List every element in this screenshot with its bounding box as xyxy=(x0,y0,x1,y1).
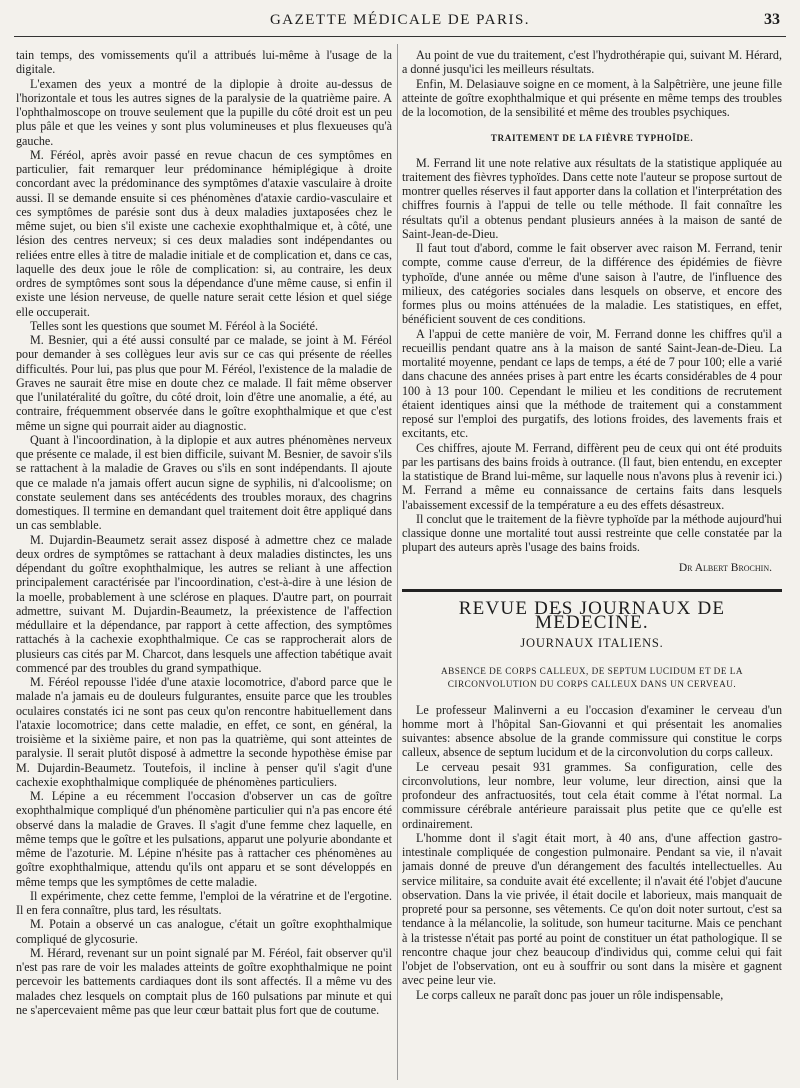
paragraph: A l'appui de cette manière de voir, M. Ferrand donne les chiffres qu'il a recueillis pendant quatre ans à la maison de santé Saint-Jean-de-Dieu. La mortalité moyenne, pendant ce laps de temps, a été de 7 pour 100; elle a varié dans chacune des années prises à part entre les écarts considérables de 4 pour 100 à 13 pour 100. Cependant le milieu et les conditions de recrutement étaient identiques ainsi que la méthode de traitement qui a constamment reposé sur l'emploi des purgatifs, des lotions froides, des lavements frais et excitants, etc. xyxy=(402,326,782,441)
paragraph: L'homme dont il s'agit était mort, à 40 ans, d'une affection gastro-intestinale compliquée de congestion pulmonaire. Pendant sa vie, il n'avait jamais donné de preuve d'un dérangement des facultés intellectuelles. Au service militaire, sa conduite avait été excellente; il n'avait été l'objet d'aucune observation. Dans la vie privée, il était docile et laborieux, mais manquait de propreté pour sa personne, ses vêtements. Ce qu'on doit noter surtout, c'est sa tendance à la mélancolie, la solitude, son humeur taciturne. Mais ce penchant à la tristesse n'était pas porté au point de constituer un état pathologique. Il se rencontre chaque jour chez beaucoup d'individus qui, comme celui qui fait l'objet de l'observation, ont eu à souffrir ou sont dans la misère et gagnent avec peine leur vie. xyxy=(402,830,782,988)
paragraph: Au point de vue du traitement, c'est l'hydrothérapie qui, suivant M. Hérard, a donné jusqu'ici les meilleurs résultats. xyxy=(402,48,782,77)
paragraph: tain temps, des vomissements qu'il a attribués lui-même à l'usage de la digitale. xyxy=(16,48,392,77)
paragraph: Il expérimente, chez cette femme, l'emploi de la vératrine et de l'ergotine. Il en fera connaître, plus tard, les résultats. xyxy=(16,888,392,917)
journal-title: GAZETTE MÉDICALE DE PARIS. xyxy=(269,12,531,28)
paragraph: Il conclut que le traitement de la fièvre typhoïde par la méthode aujourd'hui classique donne une mortalité tout aussi restreinte que celle constatée par la plupart des auteurs après l'usage des bains froids. xyxy=(402,511,782,555)
paragraph: Le professeur Malinverni a eu l'occasion d'examiner le cerveau d'un homme mort à l'hôpital San-Giovanni et qui présentait les anomalies suivantes: absence absolue de la grande commissure qui constitue le corps calleux, absence de septum lucidum et de la circonvolution du corps calleux. xyxy=(402,702,782,760)
article-heading: ABSENCE DE CORPS CALLEUX, DE SEPTUM LUCIDUM ET DE LA CIRCONVOLUTION DU CORPS CALLEUX DANS UN CERVEAU. xyxy=(441,665,743,689)
author-signature: Dr Albert Brochin. xyxy=(678,561,772,574)
revue-heading: REVUE DES JOURNAUX DE MÉDECINE. xyxy=(458,597,726,633)
section-divider xyxy=(402,589,782,592)
paragraph: Enfin, M. Delasiauve soigne en ce moment, à la Salpêtrière, une jeune fille atteinte de goître exophthalmique et qui présente en même temps des troubles de la locomotion, de la sensibilité et même des troubles psychiques. xyxy=(402,76,782,119)
paragraph: Il faut tout d'abord, comme le fait observer avec raison M. Ferrand, tenir compte, comme cause d'erreur, de la différence des épidémies de fièvre typhoïde, d'une année ou même d'une saison à l'autre, de l'influence des milieux, des catégories sociales dans lesquels on observe, et encore des formes plus ou moins atténuées de la maladie. Les statistiques, en effet, bénéficient souvent de ces conditions. xyxy=(402,241,782,327)
paragraph: M. Ferrand lit une note relative aux résultats de la statistique appliquée au traitement des fièvres typhoïdes. Dans cette note l'auteur se propose surtout de montrer quelles réserves il faut apporter dans la collation et l'interprétation des chiffres fournis à l'appui de telle ou telle méthode. Il fait connaître les résultats qu'il a obtenus pendant plusieurs années à la maison de santé de Saint-Jean-de-Dieu. xyxy=(402,155,782,241)
journaux-subheading: JOURNAUX ITALIENS. xyxy=(520,636,664,651)
paragraph: Telles sont les questions que soumet M. Féréol à la Société. xyxy=(30,318,319,333)
paragraph: M. Potain a observé un cas analogue, c'était un goître exophthalmique compliqué de glycosurie. xyxy=(16,917,392,946)
page-header xyxy=(14,10,786,37)
paragraph: Ces chiffres, ajoute M. Ferrand, diffèrent peu de ceux qui ont été produits par les partisans des bains froids à outrance. (Il faut, bien entendu, en excepter la statistique de Brand lui-même, sur laquelle nous n'avons plus à revenir ici.) M. Ferrand a même eu connaissance de certains faits dans lesquels l'abaissement excessif de la température a eu des effets désastreux. xyxy=(402,440,782,512)
section-title: TRAITEMENT DE LA FIÈVRE TYPHOÏDE. xyxy=(490,133,694,144)
paragraph: M. Féréol repousse l'idée d'une ataxie locomotrice, d'abord parce que le malade n'a jamais eu de douleurs fulgurantes, ensuite parce que les troubles oculaires constatés ici ne sont pas ceux qu'on rencontre habituellement dans l'ataxie locomotrice; dans cette maladie, en effet, ce sont, en général, la troisième et la sixième paire, et non pas la quatrième, qui sont atteintes de paralysie. Il serait plutôt disposé à admettre la seconde hypothèse émise par M. Dujardin-Beaumetz. Toutefois, il incline à penser qu'il s'agit d'une cachexie exophthalmique compliquée de phénomènes particuliers. xyxy=(16,675,392,789)
page-number: 33 xyxy=(764,11,780,28)
paragraph: L'examen des yeux a montré de la diplopie à droite au-dessus de l'horizontale et tous les autres signes de la paralysie de la quatrième paire. A l'ophthalmoscope on trouve seulement que la pupille du côté droit est un peu plus pâle et que les veines y sont plus volumineuses et plus flexueuses qu'à gauche. xyxy=(16,76,392,148)
paragraph: Quant à l'incoordination, à la diplopie et aux autres phénomènes nerveux que présente ce malade, il est bien difficile, suivant M. Besnier, de savoir s'ils se rattachent à la maladie de Graves ou s'ils en sont indépendants. Il ajoute que ce malade n'a jamais offert aucun signe de syphilis, ni d'alcoolisme; on constate seulement dans ses antécédents des troubles moraux, des chagrins domestiques. Il termine en demandant quel traitement doit être appliqué dans un cas semblable. xyxy=(16,432,392,533)
paragraph: M. Féréol, après avoir passé en revue chacun de ces symptômes en particulier, fait remarquer leur prédominance hémiplégique à droite concordant avec la prédominance des symptômes d'ataxie vasculaire à droite aussi. Il se demande ensuite si ces phénomènes d'ataxie cardio-vasculaire et ces symptômes de parésie sont dus à deux maladies juxtaposées chez le même sujet, ou bien s'il existe une cachexie exophthalmique et, à côté, une lésion des centres nerveux; si ces deux maladies sont indépendantes ou reliées entre elles à titre de maladie initiale et de complication et, dans ce cas, laquelle des deux joue le rôle de complication: si, au contraire, les deux ordres de symptômes sont sous la dépendance d'une même cause, si enfin il existe une lésion nerveuse, de quelle nature serait cette lésion et quel siége elle occuperait. xyxy=(16,147,392,319)
paragraph: M. Lépine a eu récemment l'occasion d'observer un cas de goître exophthalmique compliqué d'un phénomène particulier qui n'a pas encore été observé dans la maladie de Graves. Il s'agit d'une femme chez laquelle, en même temps que le goître et les pulsations, apparut une polyurie abondante et même de l'azoturie. M. Lépine n'hésite pas à rattacher ces phénomènes au goître exophthalmique, attendu qu'ils ont apparu et se sont développés en même temps que les symptômes de cette maladie. xyxy=(16,789,392,889)
column-divider xyxy=(397,44,398,1080)
paragraph: M. Besnier, qui a été aussi consulté par ce malade, se joint à M. Féréol pour demander à ses collègues leur avis sur ce cas qui présente de réelles difficultés. Pour lui, pas plus que pour M. Féréol, l'existence de la maladie de Graves ne saurait être mise en doute chez ce malade. Il fait même observer que l'unilatéralité du goître, du côté droit, loin d'être une anomalie, a été, au contraire, fréquemment observée dans le goître exophthalmique et que c'est même un signe qui pourrait aider au diagnostic. xyxy=(16,333,392,433)
right-column xyxy=(402,48,782,1082)
paragraph: Le corps calleux ne paraît donc pas jouer un rôle indispensable, xyxy=(416,987,724,1002)
paragraph: Le cerveau pesait 931 grammes. Sa configuration, celle des circonvolutions, leur nombre, leur volume, leur direction, ainsi que la profondeur des anfractuosités, tout cela était comme à l'état normal. La commissure cérébrale antérieure paraissait plus petite que ce qu'elle est ordinairement. xyxy=(402,759,782,831)
paragraph: M. Dujardin-Beaumetz serait assez disposé à admettre chez ce malade deux ordres de symptômes se rattachant à deux maladies distinctes, les uns dépendant du goître exophthalmique, les autres se reliant à une affection principalement caractérisée par l'incoordination, c'est-à-dire à une lésion de la moelle, probablement à une sclérose en plaques. D'autre part, on pourrait admettre, suivant M. Dujardin-Beaumetz, la préexistence de l'affection médullaire et la dépendance, par rapport à cette affection, des symptômes rattachés à la cachexie exophthalmique. Ce cas se rapprocherait alors de plusieurs cas cités par M. Charcot, dans lesquels une affection tabétique avait commencé par des troubles du grand sympathique. xyxy=(16,532,392,675)
left-column xyxy=(16,48,392,1082)
paragraph: M. Hérard, revenant sur un point signalé par M. Féréol, fait observer qu'il n'est pas rare de voir les malades atteints de goître exophthalmique ne point percevoir les battements cardiaques dont ils sont affectés. Il a même vu des malades chez lesquels on comptait plus de 160 pulsations par minute et qui ne s'apercevaient même pas que leur cœur battait plus fort que de coutume. xyxy=(16,945,392,1017)
